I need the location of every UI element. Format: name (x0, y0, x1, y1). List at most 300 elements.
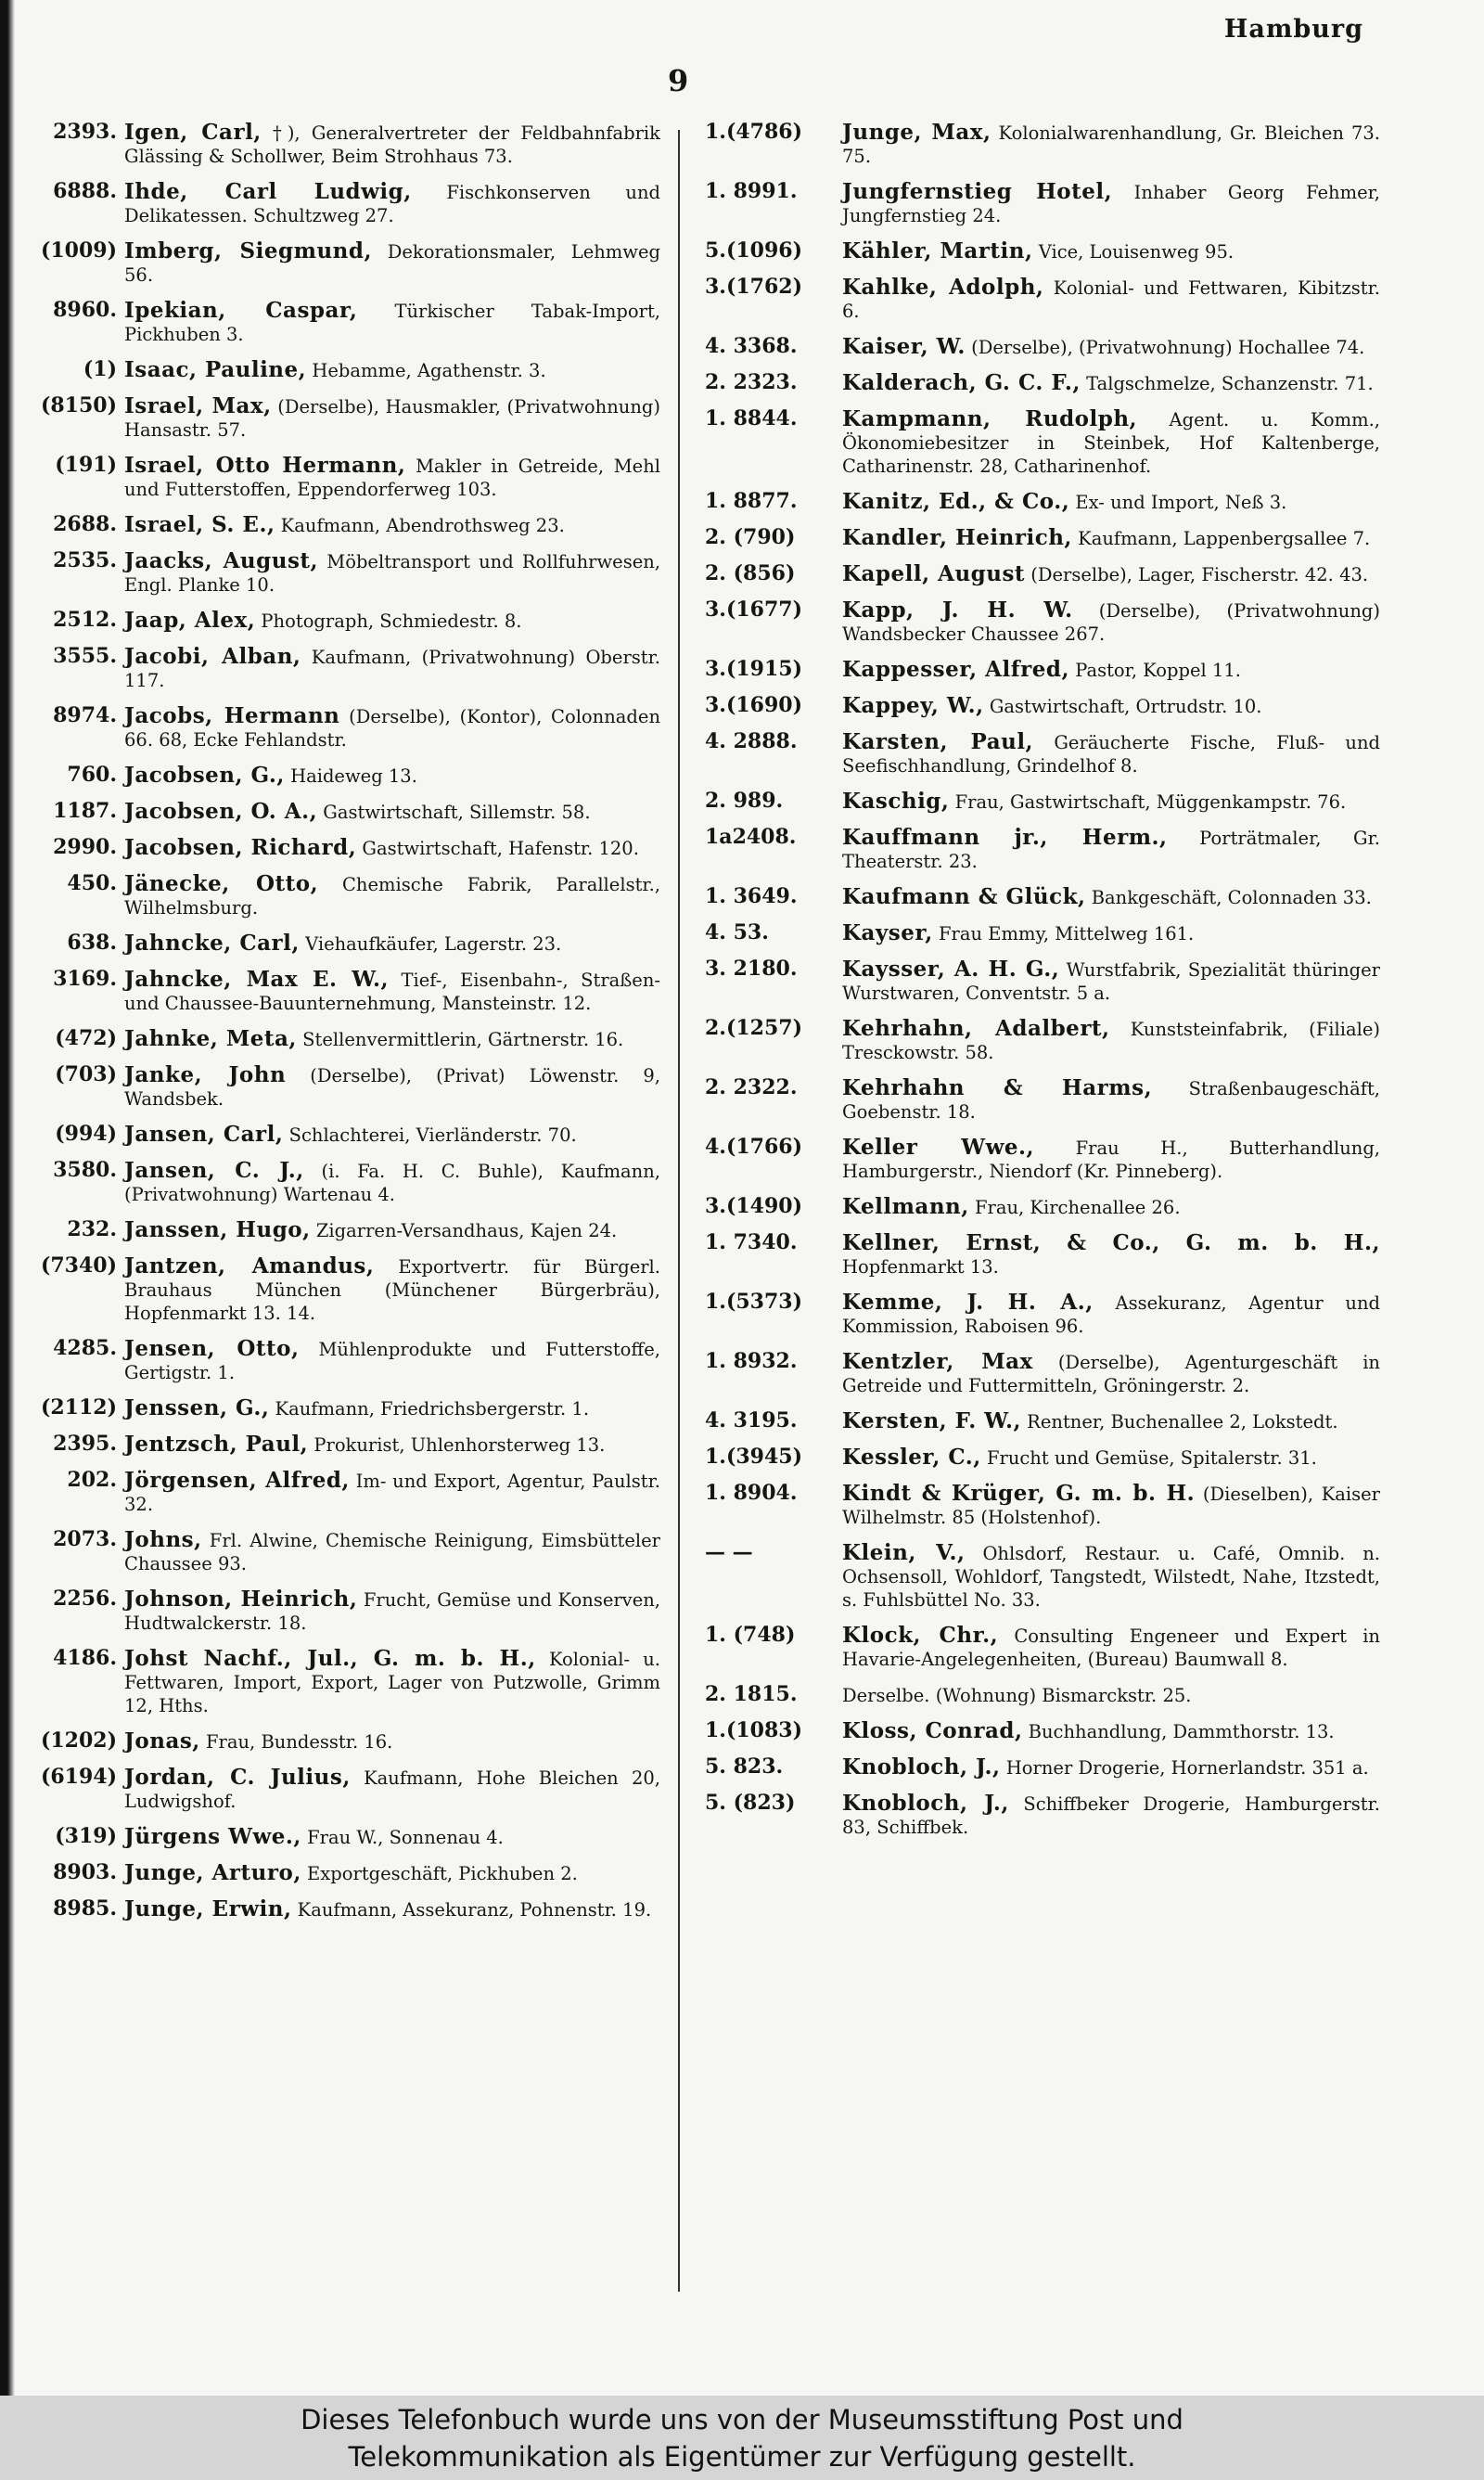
directory-entry (701, 921, 1380, 945)
entry-text (124, 764, 660, 788)
entry-details: Frucht und Gemüse, Spitalerstr. 31. (980, 1447, 1317, 1469)
entry-text (124, 609, 660, 633)
entry-number: (994) (55, 1123, 117, 1146)
entry-number: 1.(1083) (705, 1719, 803, 1742)
entry-number: 8903. (53, 1861, 117, 1884)
entry-name: Israel, S. E., (124, 512, 275, 537)
entry-number: 2073. (53, 1528, 117, 1551)
entry-details: Türkischer Tabak-Import, Pickhuben 3. (124, 301, 660, 345)
footer-line-1: Dieses Telefonbuch wurde uns von der Museumsstiftung Post und (301, 2404, 1183, 2435)
entry-text (842, 335, 1380, 359)
entry-number: 1a2408. (705, 826, 797, 849)
entry-number: 1. 8877. (705, 490, 798, 513)
page-number: 9 (668, 63, 689, 98)
entry-name: Jacobsen, O. A., (124, 799, 318, 824)
entry-number: 8960. (53, 299, 117, 322)
entry-text (124, 1587, 660, 1635)
directory-entry (701, 1231, 1380, 1279)
directory-entry (17, 1063, 660, 1111)
entry-name: Kappey, W., (842, 693, 984, 718)
entry-details: Frau W., Sonnenau 4. (301, 1827, 504, 1848)
entry-text (124, 1027, 660, 1051)
right-column (701, 121, 1380, 2347)
entry-details: Frucht, Gemüse und Konserven, Hudtwalckerstr. 18. (124, 1589, 660, 1634)
entry-details: (Derselbe), Lager, Fischerstr. 42. 43. (1025, 564, 1369, 585)
entry-number: 3. 2180. (705, 957, 798, 981)
directory-entry (701, 1446, 1380, 1470)
entry-name: Johns, (124, 1527, 202, 1552)
directory-entry (17, 800, 660, 824)
entry-name: Jaacks, August, (124, 548, 319, 573)
entry-number: 5. (823) (705, 1792, 796, 1815)
entry-name: Junge, Erwin, (124, 1896, 292, 1921)
entry-number: 638. (67, 932, 117, 955)
directory-entry (17, 513, 660, 537)
entry-text (124, 1647, 660, 1717)
entry-details: Mühlenprodukte und Futterstoffe, Gertigstr. 1. (124, 1339, 660, 1383)
entry-text (124, 239, 660, 287)
entry-name: Ipekian, Caspar, (124, 298, 358, 323)
entry-details: Consulting Engeneer und Expert in Havarie-Angelegenheiten, (Bureau) Baumwall 8. (842, 1625, 1380, 1670)
directory-entry (701, 490, 1380, 514)
entry-number: 1.(5373) (705, 1291, 803, 1314)
entry-text (842, 1719, 1380, 1743)
entry-name: Kaufmann & Glück, (842, 884, 1086, 909)
entry-details: Straßenbaugeschäft, Goebenstr. 18. (842, 1078, 1380, 1123)
entry-text (842, 1446, 1380, 1470)
entry-number: 4. 53. (705, 921, 769, 944)
directory-entry (17, 1254, 660, 1325)
entry-number: (703) (55, 1063, 117, 1086)
entry-text (842, 1541, 1380, 1612)
directory-entry (701, 730, 1380, 777)
entry-text (842, 1136, 1380, 1183)
entry-name: Kandler, Heinrich, (842, 525, 1072, 550)
entry-name: Kanitz, Ed., & Co., (842, 489, 1070, 514)
entry-number: 760. (67, 764, 117, 787)
entry-text (124, 513, 660, 537)
entry-name: Kayser, (842, 920, 933, 945)
directory-entry (17, 1218, 660, 1242)
entry-details: (Derselbe), (Privatwohnung) Hochallee 74. (965, 337, 1365, 358)
entry-text (842, 1792, 1380, 1839)
directory-entry (17, 609, 660, 633)
entry-name: Jahnke, Meta, (124, 1026, 297, 1051)
directory-entry (17, 1123, 660, 1147)
entry-number: 2. 1815. (705, 1683, 798, 1706)
entry-name: Kellner, Ernst, & Co., G. m. b. H., (842, 1230, 1380, 1255)
entry-text (124, 121, 660, 168)
entry-number: 2.(1257) (705, 1017, 803, 1040)
directory-entry (701, 1792, 1380, 1839)
entry-details: Kaufmann, Friedrichsbergerstr. 1. (269, 1398, 590, 1420)
entry-details: Kaufmann, Lappenbergsallee 7. (1071, 528, 1371, 549)
entry-name: Kalderach, G. C. F., (842, 370, 1081, 395)
directory-entry (701, 121, 1380, 168)
entry-name: Junge, Arturo, (124, 1860, 301, 1885)
entry-name: Jansen, C. J., (124, 1158, 304, 1183)
entry-name: Janssen, Hugo, (124, 1217, 311, 1242)
directory-entry (17, 1861, 660, 1885)
entry-text (842, 239, 1380, 263)
entry-number: 8985. (53, 1897, 117, 1921)
header-city: Hamburg (1223, 15, 1363, 44)
entry-details: Kolonial- u. Fettwaren, Import, Export, Lager von Putzwolle, Grimm 12, Hths. (124, 1649, 660, 1716)
entry-details: (Dieselben), Kaiser Wilhelmstr. 85 (Holstenhof). (842, 1484, 1380, 1528)
directory-entry (701, 1624, 1380, 1671)
entry-name: Kampmann, Rudolph, (842, 406, 1138, 431)
entry-name: Jungfernstieg Hotel, (842, 179, 1113, 204)
directory-entry (701, 1719, 1380, 1743)
entry-name: Kahlke, Adolph, (842, 275, 1044, 300)
entry-number: (1) (83, 358, 117, 381)
entry-name: Jentzsch, Paul, (124, 1432, 309, 1457)
entry-number: 4. 3368. (705, 335, 798, 358)
entry-name: Klock, Chr., (842, 1623, 999, 1648)
entry-number: (472) (55, 1027, 117, 1050)
directory-entry (17, 968, 660, 1015)
entry-number: (6194) (40, 1766, 117, 1789)
entry-number: 5. 823. (705, 1755, 784, 1779)
entry-details: (Derselbe), (Privat) Löwenstr. 9, Wandsbek. (124, 1065, 660, 1110)
entry-text (842, 1755, 1380, 1780)
left-column (17, 121, 660, 2347)
entry-text (842, 1482, 1380, 1529)
entry-text (124, 968, 660, 1015)
entry-details: Kaufmann, Hohe Bleichen 20, Ludwigshof. (124, 1767, 660, 1812)
entry-details: Hopfenmarkt 13. (842, 1256, 999, 1278)
entry-number: 3.(1490) (705, 1195, 803, 1218)
entry-details: Zigarren-Versandhaus, Kajen 24. (310, 1220, 618, 1241)
entry-name: Jürgens Wwe., (124, 1824, 301, 1849)
entry-details: (Derselbe), (Kontor), Colonnaden 66. 68, Ecke Fehlandstr. (124, 706, 660, 751)
directory-entry (701, 276, 1380, 323)
entry-details: Kaufmann, Assekuranz, Pohnenstr. 19. (291, 1899, 652, 1921)
entry-text (842, 730, 1380, 777)
entry-name: Kersten, F. W., (842, 1408, 1021, 1433)
entry-name: Johnson, Heinrich, (124, 1587, 358, 1612)
directory-entry (17, 764, 660, 788)
entry-details: Kunststeinfabrik, (Filiale) Tresckowstr. 58. (842, 1019, 1380, 1063)
entry-number: (7340) (40, 1254, 117, 1278)
entry-name: Jahncke, Max E. W., (124, 967, 390, 992)
entry-number: 2512. (53, 609, 117, 632)
entry-number: 3169. (53, 968, 117, 991)
entry-number: 4.(1766) (705, 1136, 803, 1159)
entry-text (842, 826, 1380, 873)
entry-name: Kentzler, Max (842, 1349, 1033, 1374)
entry-details: Wurstfabrik, Spezialität thüringer Wurstwaren, Conventstr. 5 a. (842, 959, 1380, 1004)
entry-details: Tief-, Eisenbahn-, Straßen- und Chaussee-Bauunternehmung, Mansteinstr. 12. (124, 970, 660, 1014)
entry-details: Pastor, Koppel 11. (1069, 660, 1241, 681)
directory-entry (701, 658, 1380, 682)
entry-name: Jordan, C. Julius, (124, 1765, 351, 1790)
entry-text (124, 394, 660, 442)
entry-details: Schlachterei, Vierländerstr. 70. (283, 1124, 577, 1146)
entry-text (124, 549, 660, 597)
entry-details: Schiffbeker Drogerie, Hamburgerstr. 83, Schiffbek. (842, 1793, 1380, 1838)
entry-number: 3.(1915) (705, 658, 803, 681)
entry-number: 8974. (53, 704, 117, 727)
entry-name: Kehrhahn, Adalbert, (842, 1016, 1110, 1041)
entry-name: Jörgensen, Alfred, (124, 1468, 350, 1493)
entry-details: Exportvertr. für Bürgerl. Brauhaus München (Münchener Bürgerbräu), Hopfenmarkt 13. 14. (124, 1256, 660, 1324)
footer-line-2: Telekommunikation als Eigentümer zur Verfügung gestellt. (348, 2441, 1136, 2473)
directory-entry (17, 932, 660, 956)
directory-entry (701, 598, 1380, 646)
entry-name: Kapell, August (842, 561, 1026, 586)
entry-number: — — (705, 1541, 753, 1564)
entry-text (842, 1350, 1380, 1397)
entry-number: (1202) (40, 1729, 117, 1753)
entry-text (842, 371, 1380, 395)
entry-details: Geräucherte Fische, Fluß- und Seefischhandlung, Grindelhof 8. (842, 732, 1380, 777)
entry-number: 2256. (53, 1587, 117, 1611)
entry-name: Kaysser, A. H. G., (842, 957, 1060, 982)
page-binding-edge (0, 0, 15, 2396)
entry-text (124, 1766, 660, 1813)
entry-text (124, 872, 660, 919)
entry-number: 232. (67, 1218, 117, 1241)
entry-name: Karsten, Paul, (842, 729, 1034, 754)
entry-number: 2395. (53, 1433, 117, 1456)
entry-text (842, 1409, 1380, 1433)
directory-entry (701, 1291, 1380, 1338)
entry-details: Frau H., Butterhandlung, Hamburgerstr., Niendorf (Kr. Pinneberg). (842, 1137, 1380, 1182)
directory-entry (701, 1136, 1380, 1183)
entry-name: Kindt & Krüger, G. m. b. H. (842, 1481, 1196, 1506)
entry-text (842, 562, 1380, 586)
entry-details: (Derselbe), Agenturgeschäft in Getreide und Futtermitteln, Gröningerstr. 2. (842, 1352, 1380, 1396)
entry-number: 1. 3649. (705, 885, 798, 908)
entry-details: Agent. u. Komm., Ökonomiebesitzer in Steinbek, Hof Kaltenberge, Catharinenstr. 28, Catharinenhof. (842, 409, 1380, 477)
entry-name: Kapp, J. H. W. (842, 598, 1073, 623)
directory-entry (701, 1409, 1380, 1433)
entry-number: 1. 8991. (705, 180, 798, 203)
directory-entry (701, 239, 1380, 263)
directory-entry (17, 704, 660, 752)
entry-details: Talgschmelze, Schanzenstr. 71. (1080, 373, 1374, 394)
entry-text (842, 1683, 1380, 1707)
entry-details: Prokurist, Uhlenhorsterweg 13. (308, 1434, 606, 1456)
directory-entry (701, 957, 1380, 1005)
entry-text (124, 1218, 660, 1242)
entry-number: 450. (67, 872, 117, 895)
entry-name: Kaiser, W. (842, 334, 966, 359)
entry-details: Gastwirtschaft, Hafenstr. 120. (356, 838, 639, 859)
directory-entry (17, 454, 660, 501)
entry-details: Haideweg 13. (284, 765, 417, 787)
entry-name: Kauffmann jr., Herm., (842, 825, 1168, 850)
directory-entry (17, 1587, 660, 1635)
entry-number: (8150) (40, 394, 117, 418)
entry-details: Bankgeschäft, Colonnaden 33. (1085, 887, 1372, 908)
entry-details: †), Generalvertreter der Feldbahnfabrik Glässing & Schollwer, Beim Strohhaus 73. (124, 122, 660, 167)
directory-entry (701, 885, 1380, 909)
directory-entry (17, 645, 660, 692)
entry-text (124, 1861, 660, 1885)
entry-number: 2393. (53, 121, 117, 144)
entry-details: Derselbe. (Wohnung) Bismarckstr. 25. (842, 1685, 1192, 1706)
entry-text (124, 1469, 660, 1516)
entry-name: Isaac, Pauline, (124, 357, 307, 382)
entry-details: Exportgeschäft, Pickhuben 2. (301, 1863, 578, 1884)
entry-name: Jaap, Alex, (124, 608, 256, 633)
entry-text (124, 800, 660, 824)
entry-number: 2688. (53, 513, 117, 536)
entry-details: (Derselbe), Hausmakler, (Privatwohnung) Hansastr. 57. (124, 396, 660, 441)
entry-name: Janke, John (124, 1062, 287, 1087)
entry-text (124, 932, 660, 956)
entry-number: (1009) (40, 239, 117, 263)
entry-text (124, 1396, 660, 1420)
entry-text (842, 658, 1380, 682)
entry-number: (319) (55, 1825, 117, 1848)
entry-number: 1. 8844. (705, 407, 798, 430)
entry-text (124, 299, 660, 346)
entry-number: 202. (67, 1469, 117, 1492)
entry-number: 1187. (53, 800, 117, 823)
entry-details: Frl. Alwine, Chemische Reinigung, Eimsbütteler Chaussee 93. (124, 1530, 660, 1574)
directory-entry (701, 1683, 1380, 1707)
entry-number: 1. 7340. (705, 1231, 798, 1254)
entry-number: 2. 2323. (705, 371, 798, 394)
directory-entry (17, 1337, 660, 1384)
entry-name: Junge, Max, (842, 121, 991, 145)
entry-details: Frau, Gastwirtschaft, Müggenkampstr. 76. (949, 791, 1347, 813)
entry-details: Buchhandlung, Dammthorstr. 13. (1022, 1721, 1335, 1742)
entry-number: (191) (55, 454, 117, 477)
directory-entry (17, 1825, 660, 1849)
entry-name: Kloss, Conrad, (842, 1718, 1023, 1743)
entry-details: Porträtmaler, Gr. Theaterstr. 23. (842, 828, 1380, 872)
entry-text (842, 121, 1380, 168)
entry-text (842, 526, 1380, 550)
directory-entry (701, 562, 1380, 586)
entry-details: Kaufmann, (Privatwohnung) Oberstr. 117. (124, 647, 660, 691)
entry-details: Horner Drogerie, Hornerlandstr. 351 a. (1000, 1757, 1369, 1779)
entry-number: 1. 8932. (705, 1350, 798, 1373)
entry-number: 2. (856) (705, 562, 796, 585)
directory-entry (17, 549, 660, 597)
entry-number: 4285. (53, 1337, 117, 1360)
entry-text (124, 704, 660, 752)
entry-text (842, 1195, 1380, 1219)
entry-details: Frau, Kirchenallee 26. (968, 1197, 1181, 1218)
entry-text (124, 1063, 660, 1111)
entry-text (842, 490, 1380, 514)
entry-details: Assekuranz, Agentur und Kommission, Raboisen 96. (842, 1292, 1380, 1337)
directory-entry (701, 826, 1380, 873)
entry-text (842, 790, 1380, 814)
entry-number: 3580. (53, 1159, 117, 1182)
directory-entry (17, 872, 660, 919)
column-divider (678, 130, 680, 2292)
entry-text (842, 1017, 1380, 1064)
entry-name: Imberg, Siegmund, (124, 238, 372, 263)
directory-entry (701, 180, 1380, 227)
entry-details: Frau, Bundesstr. 16. (199, 1731, 393, 1753)
entry-name: Kehrhahn & Harms, (842, 1075, 1153, 1100)
entry-details: Im- und Export, Agentur, Paulstr. 32. (124, 1471, 660, 1515)
directory-entry (701, 694, 1380, 718)
entry-name: Jenssen, G., (124, 1395, 270, 1420)
entry-name: Klein, V., (842, 1540, 966, 1565)
entry-text (124, 1528, 660, 1575)
entry-number: 1.(3945) (705, 1446, 803, 1469)
entry-number: 3555. (53, 645, 117, 668)
entry-text (124, 1254, 660, 1325)
directory-entry (701, 371, 1380, 395)
entry-text (842, 1624, 1380, 1671)
entry-details: Kaufmann, Abendrothsweg 23. (275, 515, 565, 536)
entry-name: Jänecke, Otto, (124, 871, 319, 896)
entry-name: Ihde, Carl Ludwig, (124, 179, 412, 204)
entry-text (124, 1433, 660, 1457)
directory-entry (17, 1528, 660, 1575)
directory-entry (17, 836, 660, 860)
directory-entry (701, 407, 1380, 478)
entry-details: Ex- und Import, Neß 3. (1069, 492, 1287, 513)
entry-name: Kemme, J. H. A., (842, 1290, 1094, 1315)
directory-entry (701, 526, 1380, 550)
entry-number: 2535. (53, 549, 117, 572)
entry-text (842, 1291, 1380, 1338)
entry-details: Gastwirtschaft, Ortrudstr. 10. (983, 696, 1262, 717)
entry-details: Kolonial- und Fettwaren, Kibitzstr. 6. (842, 277, 1380, 322)
entry-name: Jacobs, Hermann (124, 703, 340, 728)
entry-name: Jacobsen, Richard, (124, 835, 357, 860)
entry-details: (Derselbe), (Privatwohnung) Wandsbecker Chaussee 267. (842, 600, 1380, 645)
entry-text (842, 1076, 1380, 1124)
directory-entry (701, 1076, 1380, 1124)
entry-name: Jahncke, Carl, (124, 931, 300, 956)
entry-text (842, 885, 1380, 909)
entry-details: Dekorationsmaler, Lehmweg 56. (124, 241, 660, 286)
entry-details: Gastwirtschaft, Sillemstr. 58. (317, 802, 591, 823)
entry-number: 3.(1690) (705, 694, 803, 717)
entry-text (842, 921, 1380, 945)
entry-number: 1. (748) (705, 1624, 796, 1647)
entry-details: Fischkonserven und Delikatessen. Schultzweg 27. (124, 182, 660, 226)
entry-details: (i. Fa. H. C. Buhle), Kaufmann, (Privatwohnung) Wartenau 4. (124, 1161, 660, 1205)
directory-entry (17, 299, 660, 346)
entry-name: Kaschig, (842, 789, 950, 814)
directory-entry (701, 1350, 1380, 1397)
entry-text (842, 598, 1380, 646)
directory-entry (701, 1017, 1380, 1064)
entry-details: Makler in Getreide, Mehl und Futterstoffen, Eppendorferweg 103. (124, 456, 660, 500)
entry-number: 3.(1762) (705, 276, 803, 299)
directory-entry (17, 1396, 660, 1420)
entry-number: 1.(4786) (705, 121, 803, 144)
entry-text (124, 358, 660, 382)
entry-number: (2112) (40, 1396, 117, 1420)
entry-number: 4. 3195. (705, 1409, 798, 1433)
entry-name: Jantzen, Amandus, (124, 1253, 375, 1279)
entry-number: 4186. (53, 1647, 117, 1670)
directory-entry (701, 335, 1380, 359)
directory-entry (17, 1027, 660, 1051)
directory-entry (701, 1755, 1380, 1780)
entry-text (124, 836, 660, 860)
entry-name: Jonas, (124, 1728, 200, 1754)
entry-name: Keller Wwe., (842, 1135, 1035, 1160)
entry-name: Israel, Otto Hermann, (124, 453, 406, 478)
entry-text (842, 276, 1380, 323)
directory-entry (701, 1482, 1380, 1529)
entry-details: Kolonialwarenhandlung, Gr. Bleichen 73. 75. (842, 122, 1380, 167)
